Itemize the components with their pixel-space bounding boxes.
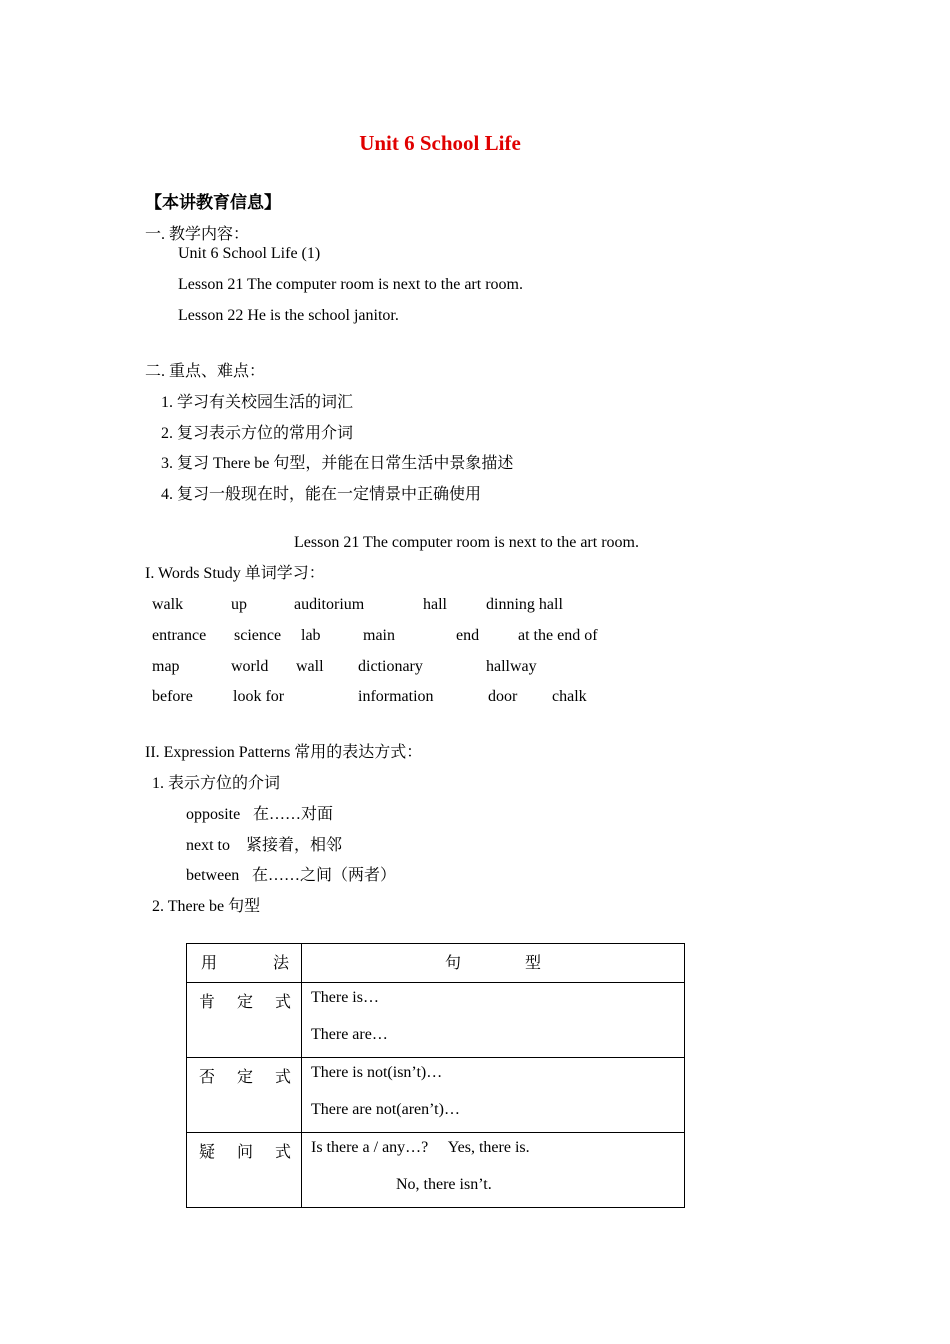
vocab-word: chalk [552, 688, 587, 705]
vocab-word: auditorium [294, 596, 365, 613]
label-char: 定 [236, 1069, 253, 1086]
label-char: 式 [274, 1069, 291, 1086]
expression-heading: II. Expression Patterns 常用的表达方式： [145, 744, 423, 761]
key-point-item: 1. 学习有关校园生活的词汇 [161, 394, 354, 411]
label-char: 式 [274, 1144, 291, 1161]
vocab-word: end [456, 627, 480, 644]
table-row [187, 1058, 685, 1133]
vocab-word: information [358, 688, 434, 705]
vocab-word: hallway [486, 658, 537, 675]
words-study-heading: I. Words Study 单词学习： [145, 565, 325, 582]
content-item: Lesson 22 He is the school janitor. [178, 307, 399, 324]
table-row [187, 983, 685, 1058]
usage-cell [187, 1133, 302, 1208]
pattern-cell [302, 1133, 685, 1208]
header-char: 法 [272, 955, 289, 972]
key-point-item: 4. 复习一般现在时，能在一定情景中正确使用 [161, 486, 482, 503]
label-char: 疑 [199, 1144, 216, 1161]
preposition-meaning: 在……之间（两者） [252, 867, 397, 884]
pattern-line: There is… [311, 989, 379, 1006]
vocab-word: entrance [152, 627, 207, 644]
pattern-header-cell [302, 944, 685, 983]
pattern-cell [302, 983, 685, 1058]
vocab-word: walk [152, 596, 184, 613]
preposition-word: opposite [186, 806, 241, 823]
table-header-row [187, 944, 685, 983]
pattern-line: There is not(isn’t)… [311, 1064, 443, 1081]
key-points-heading: 二. 重点、难点： [145, 363, 266, 380]
vocab-word: up [231, 596, 247, 613]
vocab-word: science [234, 627, 282, 644]
header-char: 用 [201, 955, 218, 972]
usage-cell [187, 983, 302, 1058]
preposition-word: between [186, 867, 240, 884]
content-item: Lesson 21 The computer room is next to the art room. [178, 276, 523, 293]
label-char: 定 [236, 994, 253, 1011]
expression-subheading: 2. There be 句型 [152, 898, 261, 915]
preposition-meaning: 在……对面 [253, 806, 334, 823]
label-char: 式 [274, 994, 291, 1011]
label-char: 肯 [199, 994, 216, 1011]
vocab-word: door [488, 688, 518, 705]
there-be-table [186, 943, 685, 1208]
key-point-item: 2. 复习表示方位的常用介词 [161, 425, 354, 442]
vocab-word: before [152, 688, 193, 705]
teaching-content-heading: 一. 教学内容： [145, 226, 250, 243]
vocab-word: dinning hall [486, 596, 563, 613]
expression-subheading: 1. 表示方位的介词 [152, 775, 281, 792]
key-point-item: 3. 复习 There be 句型，并能在日常生活中景象描述 [161, 455, 514, 472]
vocab-word: dictionary [358, 658, 423, 675]
document-title: Unit 6 School Life [359, 131, 521, 155]
usage-header-cell [187, 944, 302, 983]
pattern-line: No, there isn’t. [396, 1176, 492, 1193]
pattern-line: There are not(aren’t)… [311, 1101, 460, 1118]
pattern-line: There are… [311, 1026, 388, 1043]
section-header: 【本讲教育信息】 [145, 193, 281, 212]
preposition-word: next to [186, 837, 230, 854]
lesson-title: Lesson 21 The computer room is next to the art room. [294, 534, 639, 551]
table-row [187, 1133, 685, 1208]
preposition-meaning: 紧接着，相邻 [246, 837, 343, 854]
vocab-word: at the end of [518, 627, 598, 644]
label-char: 问 [236, 1144, 253, 1161]
vocab-word: look for [233, 688, 285, 705]
content-item: Unit 6 School Life (1) [178, 245, 321, 262]
label-char: 否 [199, 1069, 216, 1086]
header-char: 型 [525, 955, 542, 972]
vocab-word: wall [296, 658, 324, 675]
header-char: 句 [444, 955, 461, 972]
usage-cell [187, 1058, 302, 1133]
vocab-word: world [231, 658, 269, 675]
vocab-word: map [152, 658, 180, 675]
vocab-word: main [363, 627, 395, 644]
pattern-cell [302, 1058, 685, 1133]
vocab-word: hall [423, 596, 447, 613]
vocab-word: lab [301, 627, 321, 644]
pattern-line: Is there a / any…? Yes, there is. [311, 1139, 530, 1156]
